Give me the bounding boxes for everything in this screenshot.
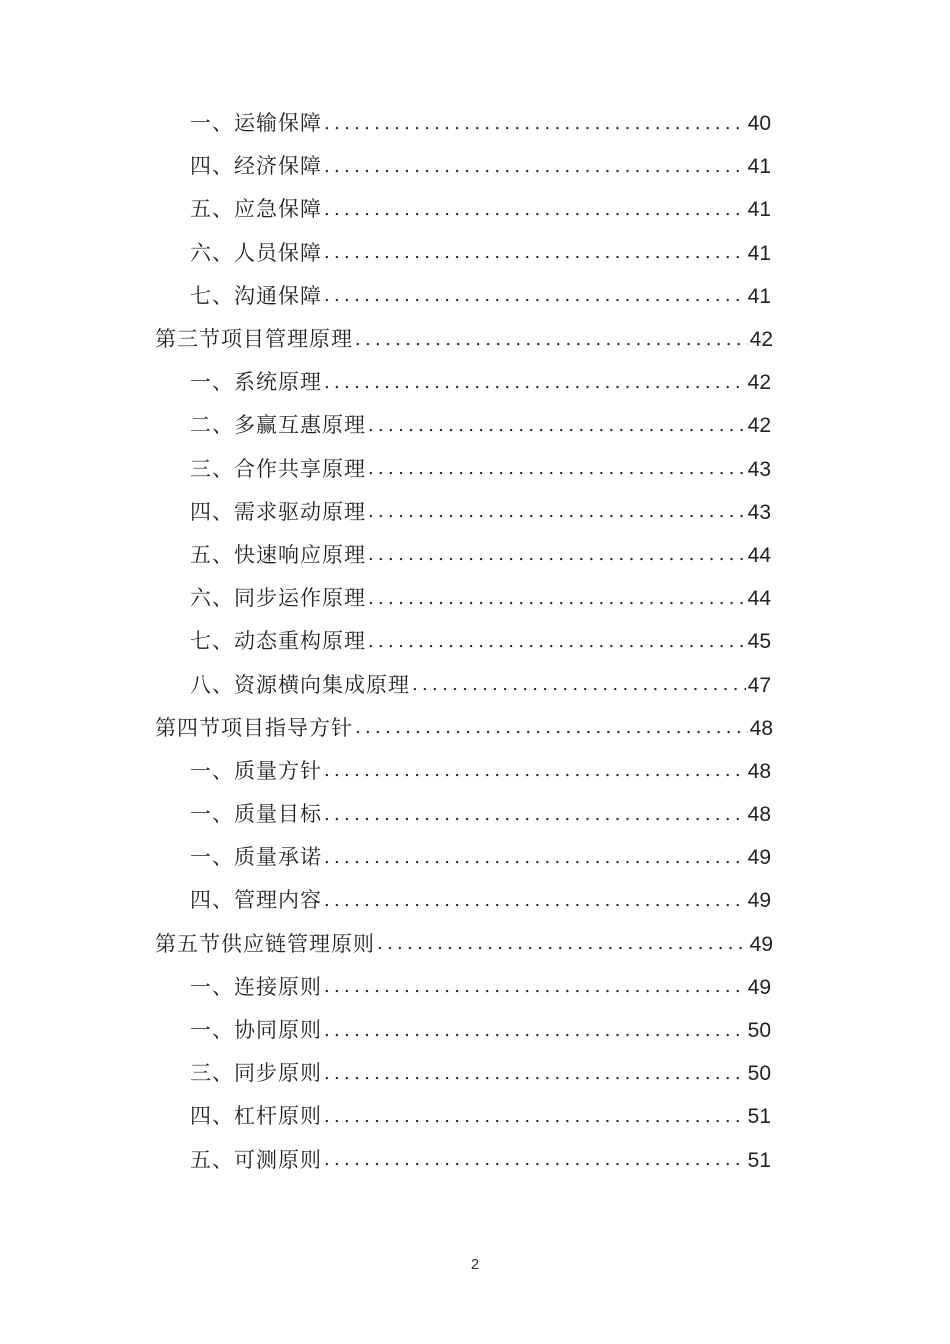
toc-entry[interactable] xyxy=(0,966,771,1009)
toc-entry-page-number: 49 xyxy=(747,889,771,913)
toc-entry-title: 四、杠杆原则 xyxy=(190,1104,322,1129)
toc-dot-leader xyxy=(322,1065,746,1083)
toc-entry-page-number: 45 xyxy=(747,630,771,654)
toc-entry-title: 一、系统原理 xyxy=(190,370,322,395)
toc-entry-title: 七、动态重构原理 xyxy=(190,629,366,654)
toc-entry-title: 五、快速响应原理 xyxy=(190,542,366,567)
toc-entry-page-number: 41 xyxy=(747,198,771,222)
toc-dot-leader xyxy=(322,892,746,910)
toc-entry-title: 四、经济保障 xyxy=(190,154,322,179)
toc-entry-page-number: 41 xyxy=(747,241,771,265)
toc-entry[interactable] xyxy=(0,1009,771,1052)
toc-section-entry[interactable] xyxy=(0,318,773,361)
toc-entry-title: 二、多赢互惠原理 xyxy=(190,413,366,438)
toc-entry-title: 一、连接原则 xyxy=(190,974,322,999)
toc-entry-page-number: 40 xyxy=(747,112,771,136)
toc-entry-page-number: 48 xyxy=(747,803,771,827)
table-of-contents xyxy=(0,102,950,1182)
toc-entry[interactable] xyxy=(0,448,771,491)
toc-dot-leader xyxy=(366,503,746,521)
toc-entry[interactable] xyxy=(0,404,771,447)
toc-entry[interactable] xyxy=(0,1139,771,1182)
toc-entry-title: 八、资源横向集成原理 xyxy=(190,672,410,697)
toc-entry[interactable] xyxy=(0,620,771,663)
toc-entry-title: 一、运输保障 xyxy=(190,111,322,136)
toc-entry-page-number: 44 xyxy=(747,543,771,567)
toc-dot-leader xyxy=(366,417,746,435)
toc-entry[interactable] xyxy=(0,750,771,793)
toc-entry[interactable] xyxy=(0,534,771,577)
toc-dot-leader xyxy=(322,849,746,867)
toc-entry-title: 一、质量目标 xyxy=(190,802,322,827)
toc-entry-page-number: 51 xyxy=(747,1148,771,1172)
toc-entry-title: 一、协同原则 xyxy=(190,1018,322,1043)
toc-entry[interactable] xyxy=(0,836,771,879)
toc-entry-page-number: 51 xyxy=(747,1105,771,1129)
toc-entry-page-number: 49 xyxy=(747,975,771,999)
toc-dot-leader xyxy=(366,633,746,651)
toc-entry[interactable] xyxy=(0,275,771,318)
toc-section-entry[interactable] xyxy=(0,707,773,750)
toc-entry-page-number: 50 xyxy=(747,1019,771,1043)
toc-dot-leader xyxy=(410,676,746,694)
toc-entry-title: 一、质量承诺 xyxy=(190,845,322,870)
toc-dot-leader xyxy=(322,374,746,392)
toc-dot-leader xyxy=(322,201,746,219)
toc-entry-page-number: 47 xyxy=(747,673,771,697)
toc-entry-title: 第三节项目管理原理 xyxy=(155,327,353,352)
toc-dot-leader xyxy=(353,719,748,737)
toc-dot-leader xyxy=(375,935,748,953)
toc-entry-page-number: 42 xyxy=(747,414,771,438)
toc-entry-title: 四、需求驱动原理 xyxy=(190,499,366,524)
toc-entry-title: 六、人员保障 xyxy=(190,240,322,265)
toc-dot-leader xyxy=(322,978,746,996)
toc-entry-page-number: 49 xyxy=(749,932,773,956)
toc-entry[interactable] xyxy=(0,102,771,145)
toc-entry[interactable] xyxy=(0,232,771,275)
toc-dot-leader xyxy=(322,762,746,780)
toc-entry-title: 七、沟通保障 xyxy=(190,283,322,308)
toc-entry[interactable] xyxy=(0,145,771,188)
toc-dot-leader xyxy=(322,244,746,262)
toc-entry-title: 一、质量方针 xyxy=(190,758,322,783)
toc-entry-title: 三、同步原则 xyxy=(190,1061,322,1086)
toc-section-entry[interactable] xyxy=(0,923,773,966)
toc-dot-leader xyxy=(322,115,746,133)
toc-entry[interactable] xyxy=(0,663,771,706)
toc-entry-page-number: 49 xyxy=(747,846,771,870)
toc-entry[interactable] xyxy=(0,793,771,836)
toc-entry-page-number: 42 xyxy=(747,371,771,395)
toc-entry[interactable] xyxy=(0,361,771,404)
toc-entry-page-number: 41 xyxy=(747,284,771,308)
toc-entry[interactable] xyxy=(0,577,771,620)
toc-entry[interactable] xyxy=(0,1052,771,1095)
toc-dot-leader xyxy=(366,546,746,564)
toc-entry-page-number: 44 xyxy=(747,587,771,611)
toc-entry-page-number: 50 xyxy=(747,1062,771,1086)
toc-dot-leader xyxy=(366,460,746,478)
toc-entry-title: 五、应急保障 xyxy=(190,197,322,222)
toc-entry-title: 五、可测原则 xyxy=(190,1147,322,1172)
toc-entry[interactable] xyxy=(0,1095,771,1138)
toc-entry-title: 第五节供应链管理原则 xyxy=(155,931,375,956)
toc-entry-title: 第四节项目指导方针 xyxy=(155,715,353,740)
toc-entry-page-number: 43 xyxy=(747,500,771,524)
toc-dot-leader xyxy=(322,287,746,305)
toc-dot-leader xyxy=(322,158,746,176)
toc-entry-page-number: 48 xyxy=(749,716,773,740)
toc-dot-leader xyxy=(322,806,746,824)
toc-entry-title: 六、同步运作原理 xyxy=(190,586,366,611)
toc-entry-title: 三、合作共享原理 xyxy=(190,456,366,481)
toc-entry[interactable] xyxy=(0,188,771,231)
toc-dot-leader xyxy=(322,1022,746,1040)
toc-dot-leader xyxy=(353,331,748,349)
toc-entry[interactable] xyxy=(0,879,771,922)
page-number: 2 xyxy=(470,1256,480,1273)
toc-entry-title: 四、管理内容 xyxy=(190,888,322,913)
toc-dot-leader xyxy=(322,1108,746,1126)
toc-entry[interactable] xyxy=(0,491,771,534)
toc-dot-leader xyxy=(322,1151,746,1169)
toc-dot-leader xyxy=(366,590,746,608)
toc-entry-page-number: 48 xyxy=(747,759,771,783)
toc-entry-page-number: 41 xyxy=(747,155,771,179)
toc-entry-page-number: 43 xyxy=(747,457,771,481)
toc-entry-page-number: 42 xyxy=(749,328,773,352)
